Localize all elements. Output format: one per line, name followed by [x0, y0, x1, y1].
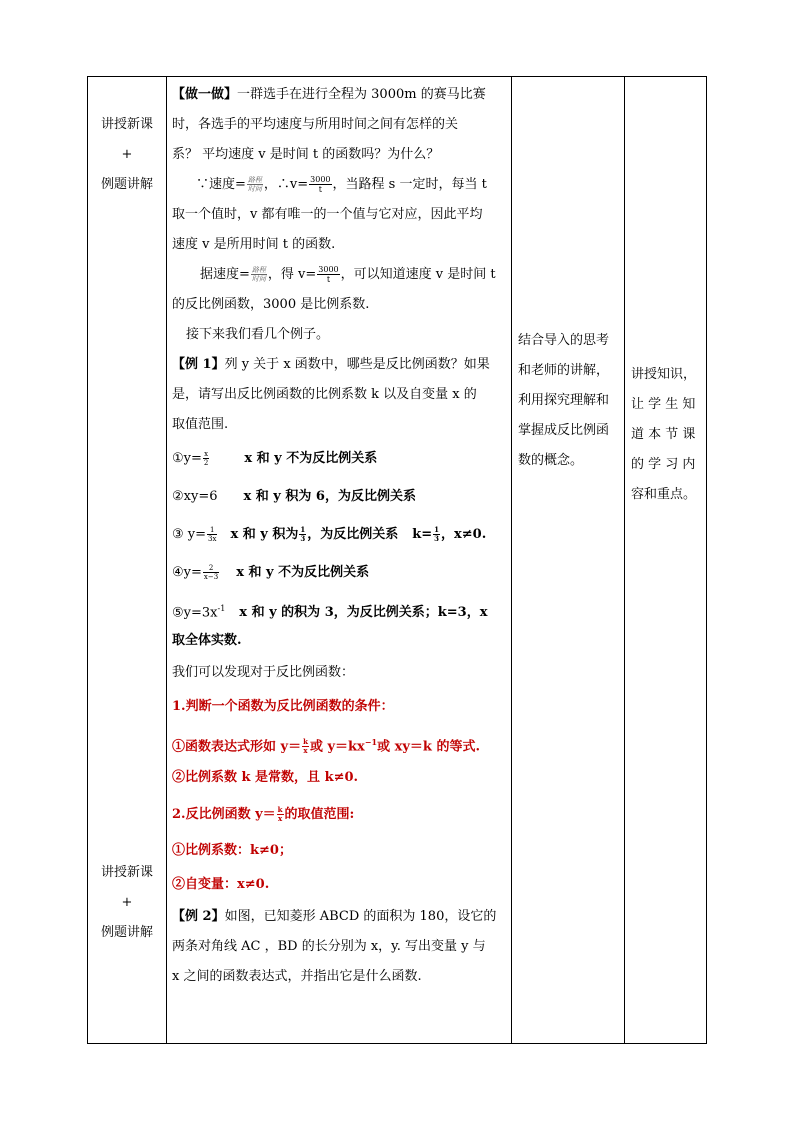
lesson-content — [172, 80, 506, 992]
item-3: ③ y= $\frac{1}{3x}$ x 和 y 积为 $\frac{1}{3}$ ，为反比例关系 k= $\frac{1}{3}$ ，x≠0. — [172, 525, 487, 543]
col-divider-3 — [624, 76, 625, 1044]
range-2: ②自变量：x≠0. — [172, 877, 270, 892]
conclusion-line-2: 的反比例函数，3000 是比例系数. — [172, 297, 370, 312]
fraction-distance-time: $\frac{\text{路程}}{\text{时间}}$ — [247, 176, 262, 193]
range-heading: 2.反比例函数 y＝ $\frac{k}{x}$ 的取值范围: — [172, 805, 355, 823]
student-activity: 结合导入的思考 和老师的讲解， 利用探究理解和 掌握成反比例函 数的概念。 — [518, 333, 610, 468]
example1-line-2: 是，请写出反比例函数的比例系数 k 以及自变量 x 的 — [172, 387, 477, 402]
col-divider-1 — [166, 76, 167, 1044]
speed-line-3: 速度 v 是所用时间 t 的函数. — [172, 237, 336, 252]
example1-line-1: 【例 1】列 y 关于 x 函数中，哪些是反比例函数？如果 — [172, 357, 490, 372]
item-5-cont: 取全体实数. — [172, 633, 242, 648]
stage-label-bottom: 讲授新课 + 例题讲解 — [100, 865, 153, 940]
speed-line-1: ∵速度= $\frac{\text{路程}}{\text{时间}}$ ，∴v= $\frac{3000}{t}$ ，当路程 s 一定时，每当 t — [196, 175, 487, 194]
table-right-border — [706, 76, 707, 1044]
finding-intro: 我们可以发现对于反比例函数： — [172, 665, 355, 680]
fraction-k-x-2: $\frac{k}{x}$ — [277, 805, 283, 823]
condition-1: ①函数表达式形如 y＝ $\frac{k}{x}$ 或 $y=kx^{-1}$或 xy＝k 的等式. — [172, 737, 480, 756]
item-1: ①y= $\frac{x}{2}$ x 和 y 不为反比例关系 — [172, 450, 378, 467]
try-line-1: 【做一做】一群选手在进行全程为 3000m 的赛马比赛 — [172, 87, 486, 102]
table-bottom-border — [87, 1043, 707, 1044]
item-2: ②xy=6 x 和 y 积为 6，为反比例关系 — [172, 489, 416, 504]
fraction-x-2: $\frac{x}{2}$ — [203, 450, 209, 467]
condition-2: ②比例系数 k 是常数，且 k≠0. — [172, 770, 359, 785]
condition-heading: 1.判断一个函数为反比例函数的条件： — [172, 699, 394, 714]
fraction-2-x-3: $\frac{2}{x-3}$ — [203, 564, 219, 581]
try-line-2: 时，各选手的平均速度与所用时间之间有怎样的关 — [172, 117, 459, 132]
next-examples: 接下来我们看几个例子。 — [186, 327, 330, 342]
fraction-3000-t: $\frac{3000}{t}$ — [310, 175, 331, 194]
fraction-1-3x: $\frac{1}{3x}$ — [208, 526, 217, 543]
example1-line-3: 取值范围. — [172, 417, 229, 432]
fraction-distance-time-2: $\frac{\text{路程}}{\text{时间}}$ — [251, 266, 266, 283]
try-line-3: 系？ 平均速度 v 是时间 t 的函数吗？为什么？ — [172, 147, 440, 162]
conclusion-line-1: 据速度= $\frac{\text{路程}}{\text{时间}}$ ，得 v= $\frac{3000}{t}$ ，可以知道速度 v 是时间 t — [200, 265, 496, 284]
stage-label-top: 讲授新课 + 例题讲解 — [100, 117, 153, 192]
range-1: ①比例系数：k≠0； — [172, 843, 292, 858]
table-top-border — [87, 76, 707, 77]
example2-line-3: x 之间的函数表达式，并指出它是什么函数. — [172, 969, 422, 984]
example2-line-2: 两条对角线 AC ，BD 的长分别为 x，y. 写出变量 y 与 — [172, 939, 486, 954]
example2-line-1: 【例 2】如图，已知菱形 ABCD 的面积为 180，设它的 — [172, 909, 497, 924]
fraction-3000-t-2: $\frac{3000}{t}$ — [318, 265, 339, 284]
fraction-k-1-3: $\frac{1}{3}$ — [434, 525, 439, 543]
item-4: ④y= $\frac{2}{x-3}$ x 和 y 不为反比例关系 — [172, 564, 370, 581]
speed-line-2: 取一个值时，v 都有唯一的一个值与它对应，因此平均 — [172, 207, 483, 222]
item-5: $⑤y=3x^{-1}$ x 和 y 的积为 3，为反比例关系；k=3，x — [172, 604, 488, 621]
fraction-k-x: $\frac{k}{x}$ — [303, 737, 308, 756]
col-divider-2 — [511, 76, 512, 1044]
design-intent: 讲授知识， 让 学 生 知 道 本 节 课 的 学 习 内 容和重点。 — [631, 367, 697, 502]
fraction-1-3: $\frac{1}{3}$ — [300, 525, 306, 543]
